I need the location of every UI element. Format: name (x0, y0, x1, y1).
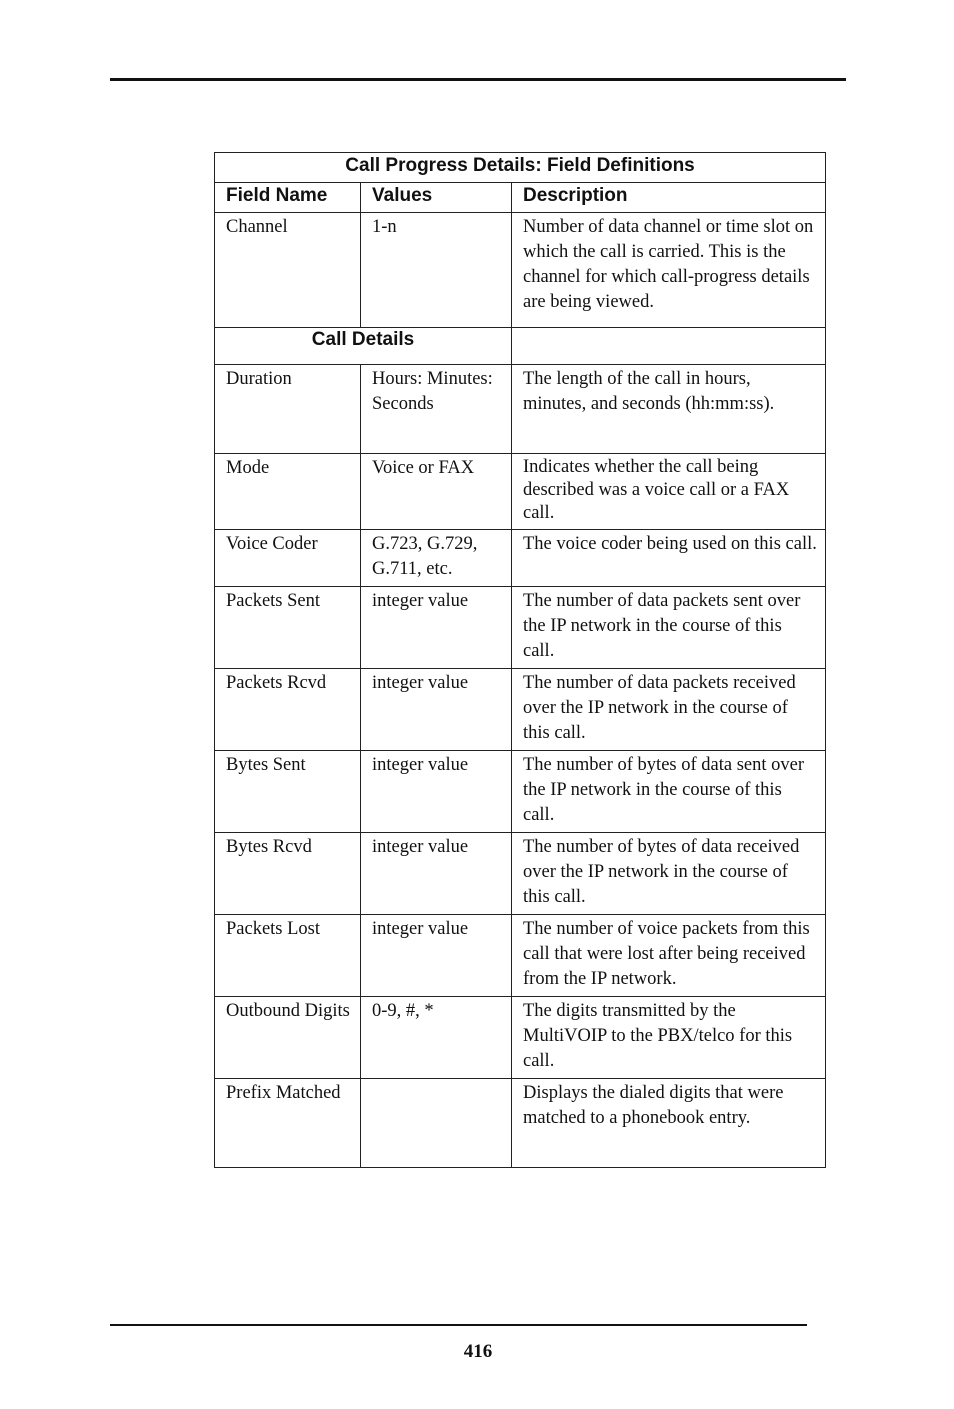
table-row (215, 365, 826, 454)
section-empty-cell (512, 328, 826, 365)
table-row (215, 915, 826, 997)
field-name-cell: Voice Coder (215, 530, 361, 587)
section-label: Call Details (215, 328, 512, 365)
table-title: Call Progress Details: Field Definitions (215, 153, 826, 183)
values-cell: integer value (361, 833, 512, 915)
description-cell: The length of the call in hours, minutes, and seconds (hh:mm:ss). (512, 365, 826, 454)
description-cell: The voice coder being used on this call. (512, 530, 826, 587)
field-name-cell: Packets Sent (215, 587, 361, 669)
values-cell: Voice or FAX (361, 454, 512, 530)
table-body (215, 365, 826, 1168)
field-definitions-table (214, 152, 826, 1168)
table-row (215, 751, 826, 833)
values-cell: G.723, G.729, G.711, etc. (361, 530, 512, 587)
field-name-cell: Packets Rcvd (215, 669, 361, 751)
description-cell: Number of data channel or time slot on which the call is carried. This is the channel for which call-progress details are being viewed. (512, 213, 826, 328)
table-row (215, 587, 826, 669)
table-row (215, 530, 826, 587)
header-rule (110, 78, 846, 81)
values-cell: integer value (361, 915, 512, 997)
field-name-cell: Mode (215, 454, 361, 530)
values-cell: Hours: Minutes: Seconds (361, 365, 512, 454)
table-header-row (215, 183, 826, 213)
values-cell: integer value (361, 669, 512, 751)
field-name-cell: Channel (215, 213, 361, 328)
values-cell (361, 1079, 512, 1168)
section-row (215, 328, 826, 365)
footer-rule (110, 1324, 807, 1326)
field-name-cell: Prefix Matched (215, 1079, 361, 1168)
values-cell: integer value (361, 587, 512, 669)
header-values: Values (361, 183, 512, 213)
description-cell: The number of data packets received over the IP network in the course of this call. (512, 669, 826, 751)
table-row (215, 454, 826, 530)
description-cell: Displays the dialed digits that were matched to a phonebook entry. (512, 1079, 826, 1168)
header-field-name: Field Name (215, 183, 361, 213)
field-name-cell: Bytes Sent (215, 751, 361, 833)
description-cell: Indicates whether the call being described was a voice call or a FAX call. (512, 454, 826, 530)
table-row (215, 213, 826, 328)
values-cell: integer value (361, 751, 512, 833)
header-description: Description (512, 183, 826, 213)
description-cell: The number of data packets sent over the IP network in the course of this call. (512, 587, 826, 669)
field-name-cell: Bytes Rcvd (215, 833, 361, 915)
values-cell: 0-9, #, * (361, 997, 512, 1079)
table-title-row (215, 153, 826, 183)
table-row (215, 669, 826, 751)
description-cell: The number of bytes of data sent over the IP network in the course of this call. (512, 751, 826, 833)
table-row (215, 1079, 826, 1168)
field-name-cell: Duration (215, 365, 361, 454)
table-row (215, 997, 826, 1079)
description-cell: The number of bytes of data received over the IP network in the course of this call. (512, 833, 826, 915)
description-cell: The digits transmitted by the MultiVOIP to the PBX/telco for this call. (512, 997, 826, 1079)
description-cell: The number of voice packets from this call that were lost after being received from the IP network. (512, 915, 826, 997)
field-name-cell: Packets Lost (215, 915, 361, 997)
table-row (215, 833, 826, 915)
values-cell: 1-n (361, 213, 512, 328)
page-number: 416 (463, 1341, 493, 1362)
field-name-cell: Outbound Digits (215, 997, 361, 1079)
